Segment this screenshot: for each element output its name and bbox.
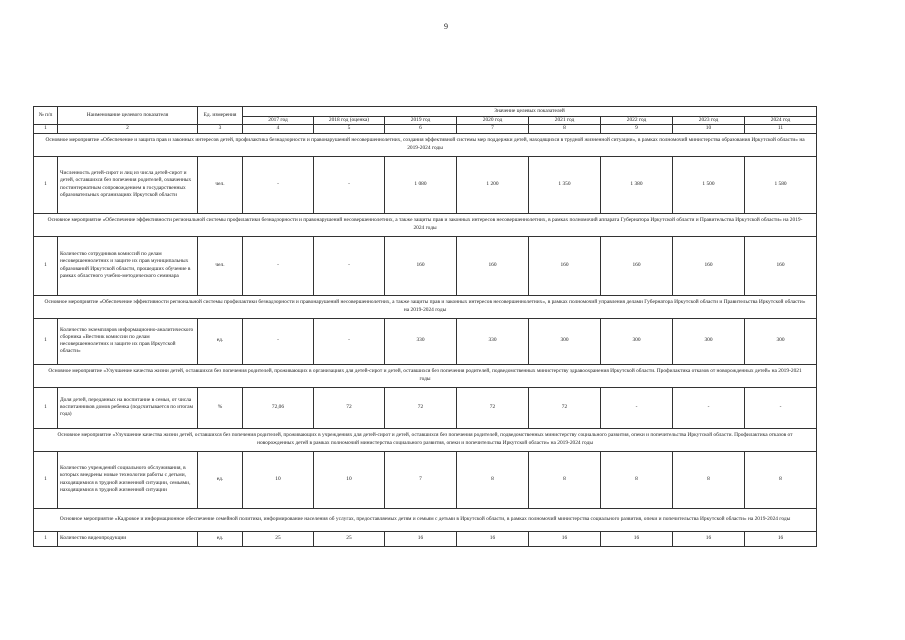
column-number: 9: [601, 125, 673, 133]
section-row: [34, 508, 817, 531]
row-number: 1: [34, 236, 58, 295]
header-year: 2020 год: [457, 117, 529, 125]
section-title: Основное мероприятие «Улучшение качества жизни детей, оставшихся без попечения родителей, проживающих в учреждениях для детей-сирот и детей, оставшихся без попечения родителей, подведомственных министерству социального развития, опеки и попечительства Иркутской области. Профилактика отказов от новорожденных детей в рамках полномочий министерства социального развития, опеки и попечительства Иркутской области» на 2019-2024 годы: [34, 428, 817, 451]
row-number: 1: [34, 451, 58, 508]
column-number: 2: [58, 125, 198, 133]
indicator-unit: ед.: [198, 531, 243, 546]
value-cell: 8: [745, 451, 817, 508]
value-cell: 16: [745, 531, 817, 546]
column-number: 1: [34, 125, 58, 133]
value-cell: 1 580: [745, 156, 817, 213]
section-title: Основное мероприятие «Кадровое и информационное обеспечение семейной политики, информирование населения об услугах, предоставляемых детям и семьям с детьми в Иркутской области, в рамках полномочий министерства социального развития, опеки и попечительства Иркутской области» на 2019-2024 годы: [34, 508, 817, 531]
indicator-name: Количество экземпляров информационно-аналитического сборника «Вестник комиссии по делам несовершеннолетних и защите их прав Иркутской области»: [58, 318, 198, 364]
value-cell: 72: [529, 387, 601, 428]
table-row: [34, 156, 817, 213]
indicator-name: Количество видеопродукции: [58, 531, 198, 546]
page-number: 9: [444, 22, 448, 31]
value-cell: 300: [601, 318, 673, 364]
value-cell: 8: [457, 451, 529, 508]
value-cell: 160: [529, 236, 601, 295]
value-cell: 25: [243, 531, 314, 546]
column-number: 5: [314, 125, 385, 133]
section-row: [34, 295, 817, 318]
value-cell: 8: [529, 451, 601, 508]
header-unit: Ед. измерения: [198, 107, 243, 125]
column-number: 8: [529, 125, 601, 133]
value-cell: 8: [601, 451, 673, 508]
value-cell: -: [673, 387, 745, 428]
table-header-row: [34, 107, 817, 117]
value-cell: 160: [601, 236, 673, 295]
table-row: [34, 387, 817, 428]
table-row: [34, 236, 817, 295]
value-cell: 72: [457, 387, 529, 428]
column-number: 4: [243, 125, 314, 133]
table-row: [34, 531, 817, 546]
section-title: Основное мероприятие «Обеспечение эффективности региональной системы профилактики безнадзорности и правонарушений несовершеннолетних, а также защиты прав и законных интересов несовершеннолетних, в рамках полномочий аппарата Губернатора Иркутской области и Правительства Иркутской области» на 2019-2024 годы: [34, 213, 817, 236]
value-cell: -: [745, 387, 817, 428]
value-cell: 300: [745, 318, 817, 364]
value-cell: 72: [314, 387, 385, 428]
value-cell: 1 200: [457, 156, 529, 213]
value-cell: 1 380: [601, 156, 673, 213]
header-year: 2017 год: [243, 117, 314, 125]
header-number: № п/п: [34, 107, 58, 125]
header-year: 2022 год: [601, 117, 673, 125]
value-cell: 1 500: [673, 156, 745, 213]
section-row: [34, 364, 817, 387]
value-cell: 16: [385, 531, 457, 546]
value-cell: -: [601, 387, 673, 428]
value-cell: 7: [385, 451, 457, 508]
row-number: 1: [34, 531, 58, 546]
value-cell: 160: [673, 236, 745, 295]
value-cell: 16: [601, 531, 673, 546]
value-cell: 16: [457, 531, 529, 546]
value-cell: 72: [385, 387, 457, 428]
value-cell: 10: [314, 451, 385, 508]
indicator-unit: чел.: [198, 156, 243, 213]
value-cell: -: [314, 236, 385, 295]
value-cell: -: [314, 156, 385, 213]
value-cell: 160: [457, 236, 529, 295]
header-year: 2018 год (оценка): [314, 117, 385, 125]
value-cell: -: [243, 236, 314, 295]
value-cell: 160: [385, 236, 457, 295]
indicator-unit: ед.: [198, 451, 243, 508]
value-cell: 300: [673, 318, 745, 364]
indicator-name: Численность детей-сирот и лиц из числа детей-сирот и детей, оставшихся без попечения родителей, охваченных постинтернатным сопровождением в государственных образовательных организациях Иркутской области: [58, 156, 198, 213]
header-year: 2021 год: [529, 117, 601, 125]
value-cell: 25: [314, 531, 385, 546]
value-cell: -: [243, 318, 314, 364]
section-row: [34, 213, 817, 236]
value-cell: 160: [745, 236, 817, 295]
value-cell: 330: [385, 318, 457, 364]
column-number: 6: [385, 125, 457, 133]
column-number: 10: [673, 125, 745, 133]
column-number: 3: [198, 125, 243, 133]
header-year: 2024 год: [745, 117, 817, 125]
section-row: [34, 133, 817, 156]
indicator-unit: чел.: [198, 236, 243, 295]
value-cell: 72,06: [243, 387, 314, 428]
header-year: 2023 год: [673, 117, 745, 125]
header-values-group: Значение целевых показателей: [243, 107, 817, 117]
row-number: 1: [34, 387, 58, 428]
value-cell: 10: [243, 451, 314, 508]
row-number: 1: [34, 318, 58, 364]
table-row: [34, 451, 817, 508]
column-numbers-row: [34, 125, 817, 133]
value-cell: 300: [529, 318, 601, 364]
indicator-name: Количество учреждений социального обслуживания, в которых внедрены новые технологии работы с детьми, находящимися в трудной жизненной ситуации, семьями, находящимися в трудной жизненной ситуации: [58, 451, 198, 508]
section-title: Основное мероприятие «Улучшение качества жизни детей, оставшихся без попечения родителей, проживающих в организациях для детей-сирот и детей, оставшихся без попечения родителей, подведомственных министерству здравоохранения Иркутской области. Профилактика отказов от новорожденных детей» на 2019-2021 годы: [34, 364, 817, 387]
section-title: Основное мероприятие «Обеспечение эффективности региональной системы профилактики безнадзорности и правонарушений несовершеннолетних, а также защиты прав и законных интересов несовершеннолетних», в рамках полномочий управления делами Губернатора Иркутской области и Правительства Иркутской области» на 2019-2024 годы: [34, 295, 817, 318]
value-cell: -: [314, 318, 385, 364]
value-cell: 16: [673, 531, 745, 546]
table-row: [34, 318, 817, 364]
value-cell: 1 080: [385, 156, 457, 213]
row-number: 1: [34, 156, 58, 213]
value-cell: 16: [529, 531, 601, 546]
indicator-unit: %: [198, 387, 243, 428]
value-cell: 1 350: [529, 156, 601, 213]
indicator-unit: ед.: [198, 318, 243, 364]
value-cell: 330: [457, 318, 529, 364]
value-cell: 8: [673, 451, 745, 508]
column-number: 11: [745, 125, 817, 133]
indicators-table: [33, 106, 817, 547]
indicator-name: Доля детей, переданных на воспитание в семьи, от числа воспитанников домов ребенка (подсчитывается по итогам года): [58, 387, 198, 428]
section-row: [34, 428, 817, 451]
section-title: Основное мероприятие «Обеспечение и защита прав и законных интересов детей, профилактика безнадзорности и правонарушений несовершеннолетних, создания эффективной системы мер поддержки детей, находящихся в трудной жизненной ситуации», в рамках полномочий министерства образования Иркутской области» на 2019-2024 годы: [34, 133, 817, 156]
header-indicator-name: Наименование целевого показателя: [58, 107, 198, 125]
value-cell: -: [243, 156, 314, 213]
column-number: 7: [457, 125, 529, 133]
indicator-name: Количество сотрудников комиссий по делам несовершеннолетних и защите их прав муниципальных образований Иркутской области, прошедших обучение в рамках областного учебно-методического семинара: [58, 236, 198, 295]
header-year: 2019 год: [385, 117, 457, 125]
